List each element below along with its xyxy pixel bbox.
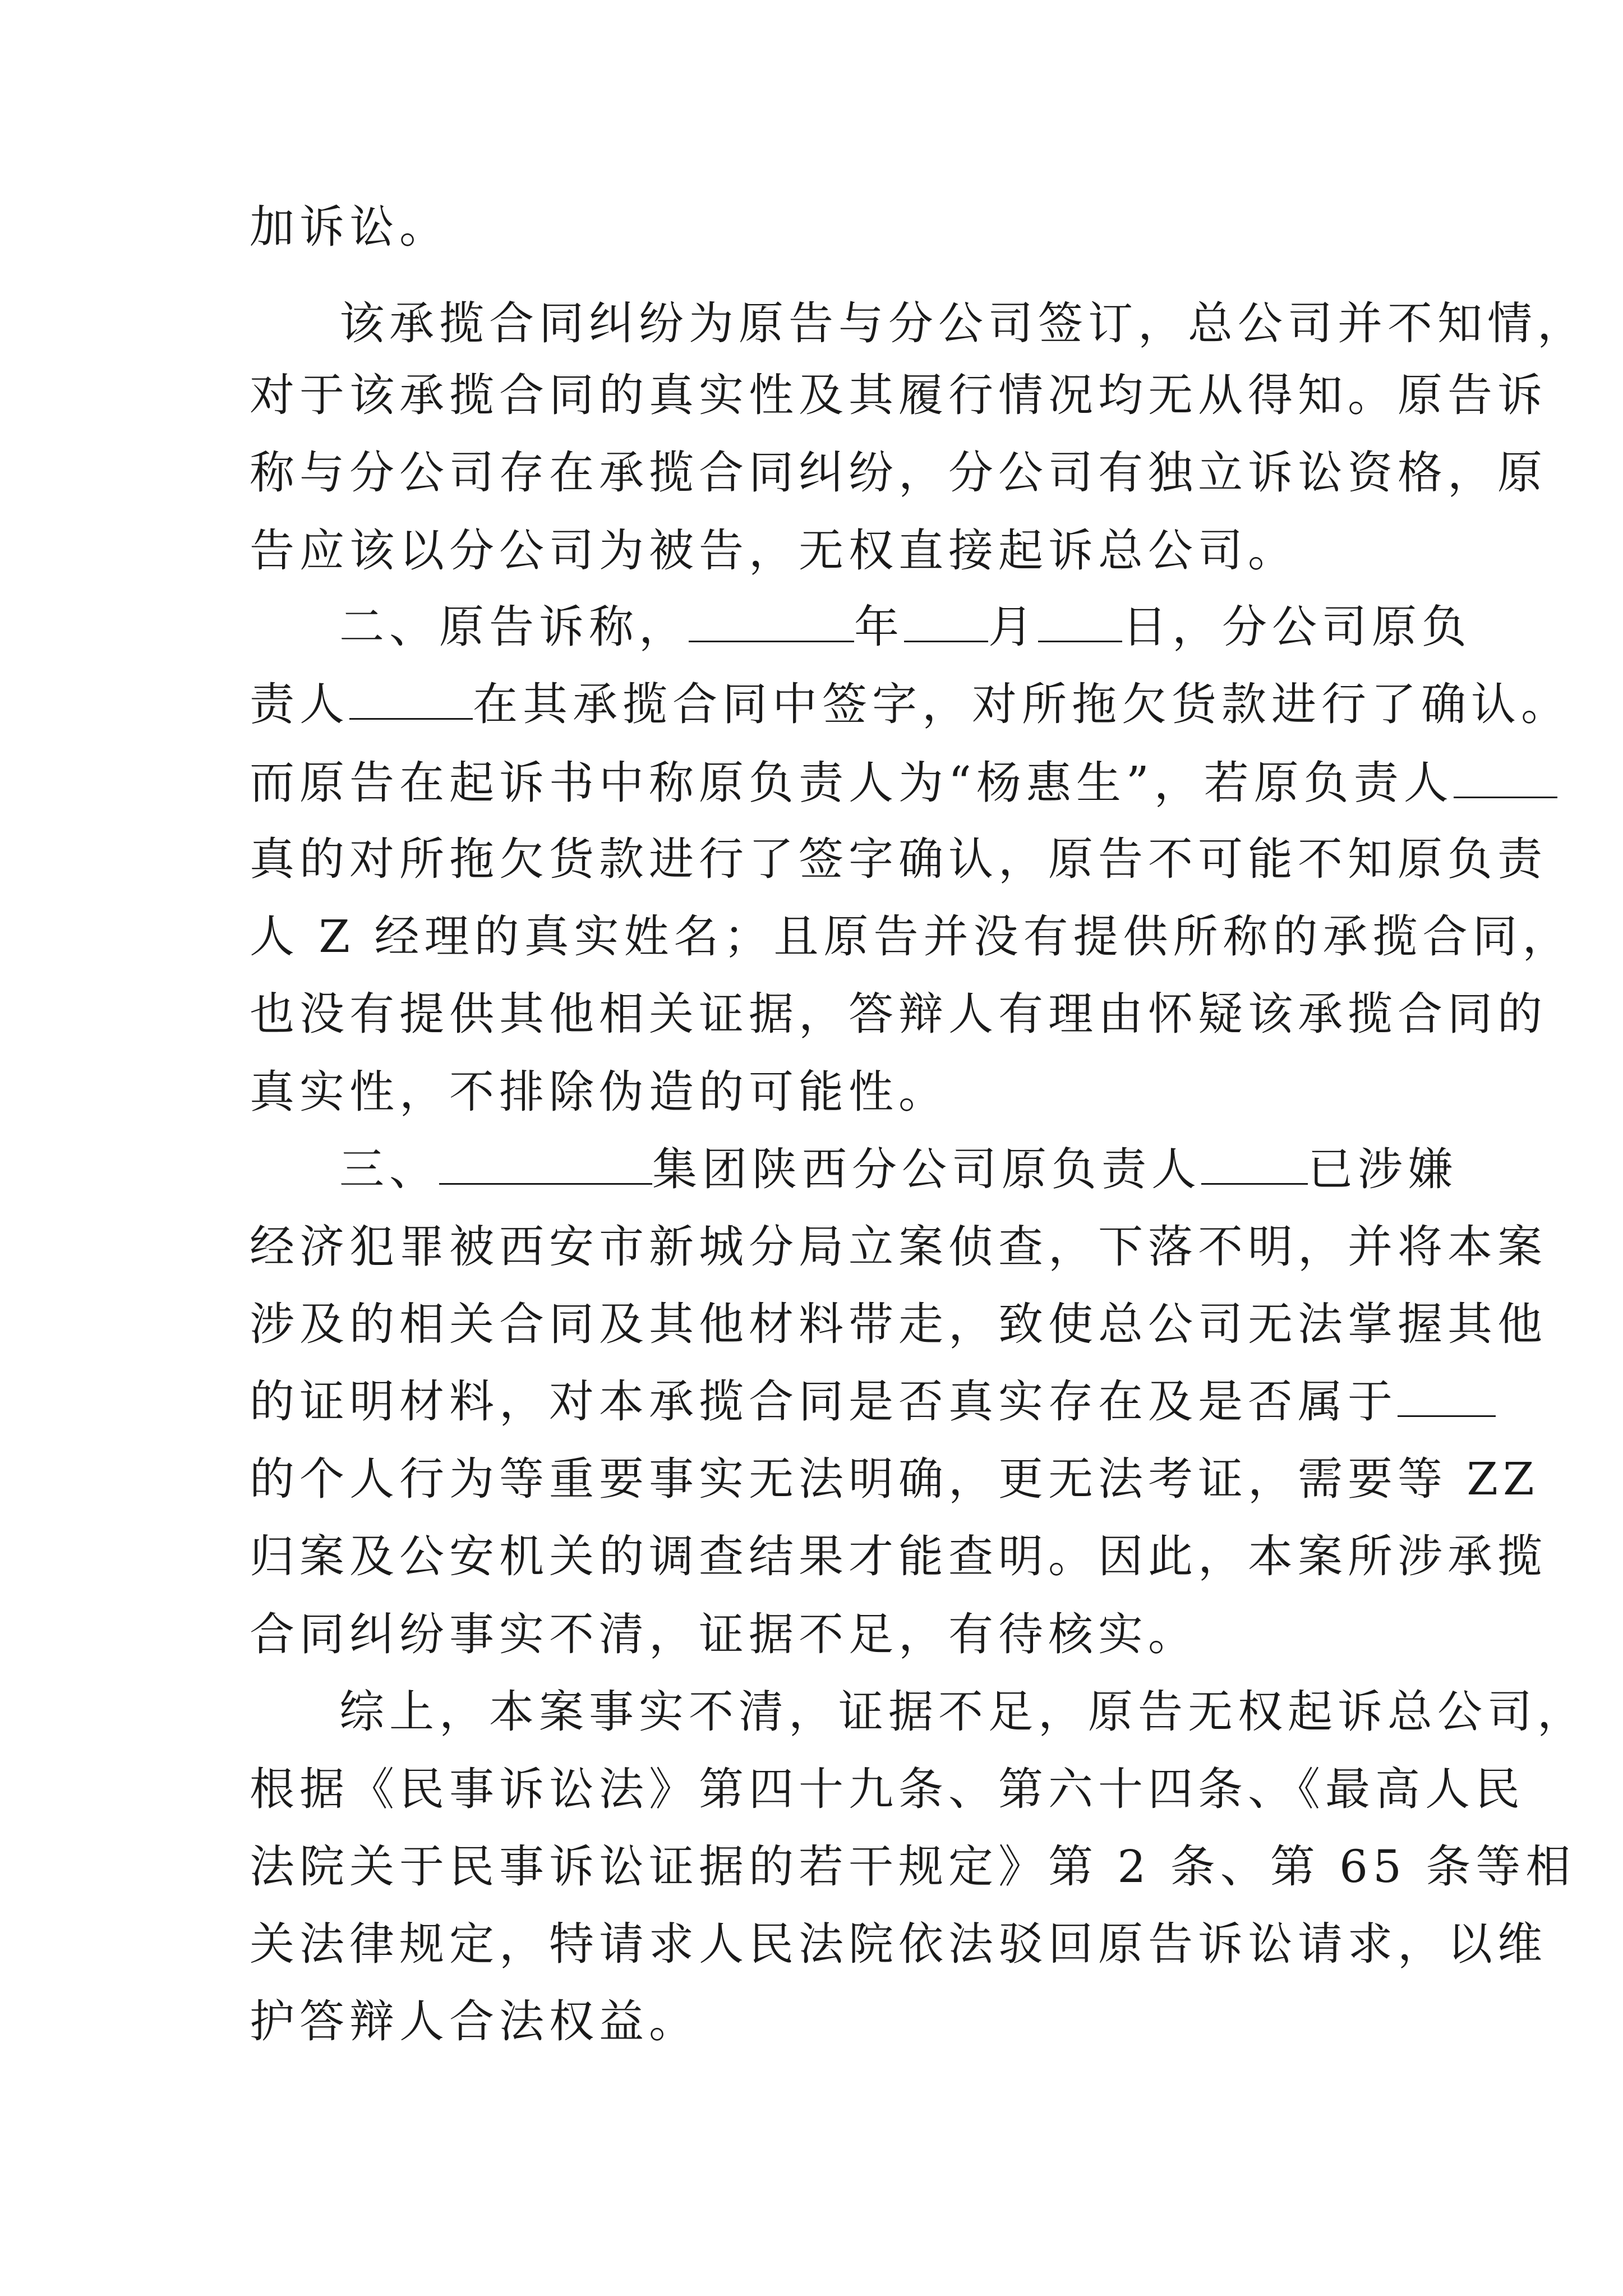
text-segment: 在其承揽合同中签字，对所拖欠货款进行了确认。 — [473, 678, 1571, 730]
text-line: 人 Z 经理的真实姓名；且原告并没有提供所称的承揽合同， — [250, 910, 1573, 963]
text-line: 真的对所拖欠货款进行了签字确认，原告不可能不知原负责 — [250, 833, 1547, 885]
text-segment: 集团陕西分公司原负责人 — [652, 1143, 1201, 1195]
fill-in-blank — [1038, 601, 1122, 642]
fill-in-blank — [904, 601, 988, 642]
text-segment: 年 — [854, 601, 904, 653]
text-line: 根据《民事诉讼法》第四十九条、第六十四条、《最高人民 — [250, 1763, 1525, 1815]
text-line: 称与分公司存在承揽合同纠纷，分公司有独立诉讼资格，原 — [250, 447, 1547, 499]
text-line: 真实性，不排除伪造的可能性。 — [250, 1066, 948, 1118]
text-line: 关法律规定，特请求人民法院依法驳回原告诉讼请求，以维 — [250, 1918, 1547, 1970]
text-segment: 日，分公司原负 — [1122, 601, 1472, 653]
fill-in-blank — [439, 1144, 652, 1185]
text-line: 对于该承揽合同的真实性及其履行情况均无从得知。原告诉 — [250, 369, 1547, 421]
text-line — [339, 1142, 1458, 1198]
text-line: 经济犯罪被西安市新城分局立案侦查，下落不明，并将本案 — [250, 1221, 1547, 1273]
text-segment: 月 — [988, 601, 1038, 653]
fill-in-blank — [689, 601, 854, 642]
text-line: 的个人行为等重要事实无法明确，更无法考证，需要等 ZZ — [250, 1453, 1539, 1505]
text-segment: 三、 — [339, 1143, 439, 1195]
text-segment: 已涉嫌 — [1308, 1143, 1458, 1195]
text-line: 归案及公安机关的调查结果才能查明。因此，本案所涉承揽 — [250, 1530, 1547, 1582]
text-line — [339, 599, 1472, 655]
text-line: 加诉讼。 — [250, 201, 449, 253]
text-segment: 二、原告诉称， — [339, 601, 689, 653]
text-line: 也没有提供其他相关证据，答辩人有理由怀疑该承揽合同的 — [250, 988, 1547, 1040]
fill-in-blank — [1398, 1376, 1496, 1417]
text-line: 合同纠纷事实不清，证据不足，有待核实。 — [250, 1608, 1198, 1660]
text-line: 该承揽合同纠纷为原告与分公司签订，总公司并不知情， — [339, 297, 1587, 349]
text-line: 综上，本案事实不清，证据不足，原告无权起诉总公司， — [339, 1686, 1587, 1738]
text-line: 涉及的相关合同及其他材料带走，致使总公司无法掌握其他 — [250, 1298, 1547, 1350]
text-line — [250, 755, 1557, 811]
fill-in-blank — [1454, 757, 1557, 798]
text-line: 告应该以分公司为被告，无权直接起诉总公司。 — [250, 524, 1298, 577]
text-line: 法院关于民事诉讼证据的若干规定》第 2 条、第 65 条等相 — [250, 1841, 1576, 1893]
text-line — [250, 1374, 1496, 1430]
text-line — [250, 677, 1571, 733]
text-segment: 而原告在起诉书中称原负责人为“杨惠生”，若原负责人 — [250, 757, 1454, 809]
text-segment: 的证明材料，对本承揽合同是否真实存在及是否属于 — [250, 1375, 1398, 1428]
text-segment: 责人 — [250, 678, 349, 730]
text-line: 护答辩人合法权益。 — [250, 1995, 699, 2047]
fill-in-blank — [1201, 1144, 1308, 1185]
fill-in-blank — [349, 679, 473, 720]
